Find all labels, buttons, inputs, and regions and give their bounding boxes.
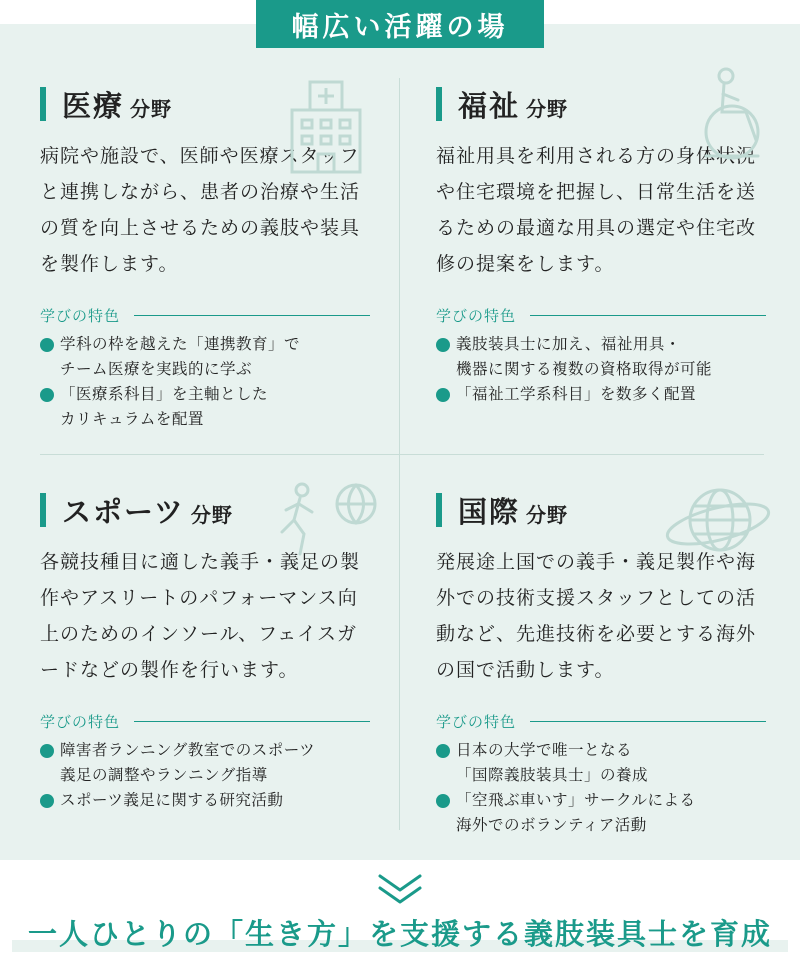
double-chevron-down-icon [374,872,426,908]
features-label: 学びの特色 [40,712,121,731]
bullet-dot-icon [40,338,54,352]
features-label: 学びの特色 [436,712,517,731]
card-description: 病院や施設で、医師や医療スタッフと連携しながら、患者の治療や生活の質を向上させるための義肢や装具を製作します。 [40,145,361,275]
feature-text: 義肢装具士に加え、福祉用具・ 機器に関する複数の資格取得が可能 [456,335,713,378]
card-title-suffix: 分野 [130,96,173,121]
feature-item [436,332,766,382]
card-title: 医療 [62,88,125,123]
horizontal-divider [40,454,764,455]
features-list [436,738,766,838]
title-accent-bar [436,87,442,121]
bullet-dot-icon [436,338,450,352]
feature-text: 障害者ランニング教室でのスポーツ 義足の調整やランニング指導 [60,741,316,784]
card-description: 各競技種目に適した義手・義足の製作やアスリートのパフォーマンス向上のためのインソール、フェイスガードなどの製作を行います。 [40,551,361,681]
card-title: 国際 [458,494,521,529]
feature-item [40,382,370,432]
feature-item [436,382,766,407]
bullet-dot-icon [436,794,450,808]
card-title: 福祉 [458,88,521,123]
section-title-badge: 幅広い活躍の場 [256,0,544,48]
title-accent-bar [40,87,46,121]
title-accent-bar [40,493,46,527]
bullet-dot-icon [40,744,54,758]
closing-message: 一人ひとりの「生き方」を支援する義肢装具士を育成 [27,917,772,951]
card-title-suffix: 分野 [526,96,569,121]
card-title-suffix: 分野 [190,502,233,527]
features-rule [530,315,766,316]
card-medical [40,84,370,432]
card-title: スポーツ [62,494,185,529]
feature-item [436,788,766,838]
bullet-dot-icon [40,388,54,402]
card-international [436,490,766,838]
card-title-suffix: 分野 [526,502,569,527]
features-rule [134,721,370,722]
feature-text: 「医療系科目」を主軸とした カリキュラムを配置 [60,385,269,428]
card-sports [40,490,370,813]
feature-text: 「空飛ぶ車いす」サークルによる 海外でのボランティア活動 [456,791,696,834]
features-rule [134,315,370,316]
card-description: 福祉用具を利用される方の身体状況や住宅環境を把握し、日常生活を送るための最適な用具の選定や住宅改修の提案をします。 [436,145,757,275]
features-list [40,332,370,432]
features-list [436,332,766,407]
feature-item [40,332,370,382]
feature-text: 日本の大学で唯一となる 「国際義肢装具士」の養成 [456,741,649,784]
bullet-dot-icon [436,744,450,758]
card-welfare [436,84,766,407]
feature-text: 「福祉工学系科目」を数多く配置 [456,385,697,403]
feature-item [40,788,370,813]
feature-item [436,738,766,788]
card-description: 発展途上国での義手・義足製作や海外での技術支援スタッフとしての活動など、先進技術を必要とする海外の国で活動します。 [436,551,757,681]
title-accent-bar [436,493,442,527]
bullet-dot-icon [436,388,450,402]
features-label: 学びの特色 [40,306,121,325]
features-label: 学びの特色 [436,306,517,325]
feature-text: 学科の枠を越えた「連携教育」で チーム医療を実践的に学ぶ [60,335,301,378]
features-rule [530,721,766,722]
features-list [40,738,370,813]
bullet-dot-icon [40,794,54,808]
feature-item [40,738,370,788]
feature-text: スポーツ義足に関する研究活動 [60,791,284,809]
